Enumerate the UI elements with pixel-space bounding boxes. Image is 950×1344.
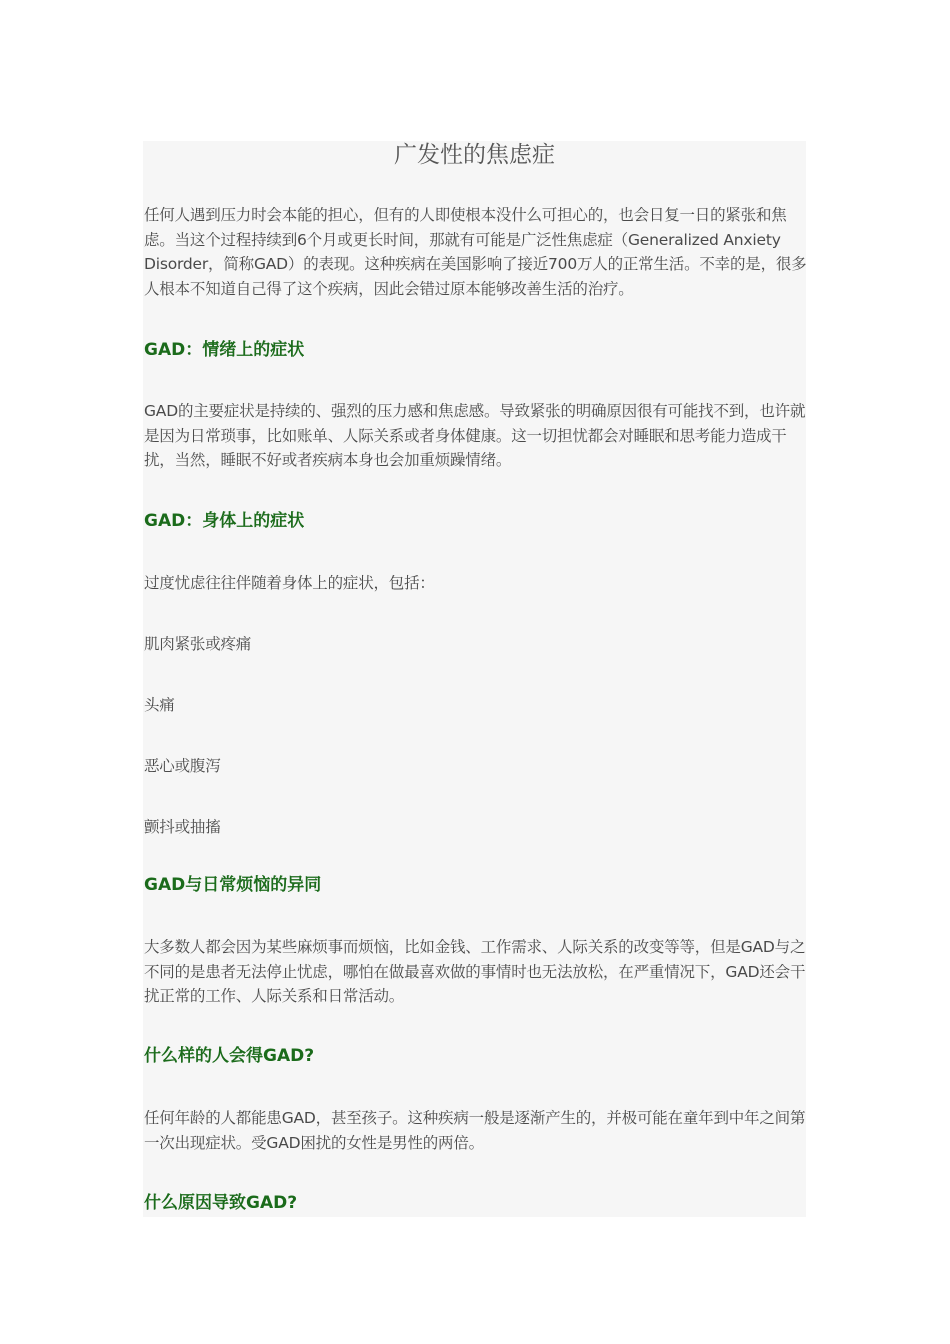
intro-paragraph: 任何人遇到压力时会本能的担心，但有的人即使根本没什么可担心的，也会日复一日的紧张和焦虑。当这个过程持续到6个月或更长时间，那就有可能是广泛性焦虑症（Generalized Anxiety Disorder，简称GAD）的表现。这种疾病在美国影响了接近700万人的正常生活。不幸的是，很多人根本不知道自己得了这个疾病，因此会错过原本能够改善生活的治疗。 xyxy=(144,206,807,298)
list-item: 肌肉紧张或疼痛 xyxy=(144,635,252,653)
section-body-gad-vs-worry: 大多数人都会因为某些麻烦事而烦恼，比如金钱、工作需求、人际关系的改变等等，但是GAD与之不同的是患者无法停止忧虑，哪怕在做最喜欢做的事情时也无法放松，在严重情况下，GAD还会干扰正常的工作、人际关系和日常活动。 xyxy=(144,938,806,1005)
section-body-physical-symptoms: 过度忧虑往往伴随着身体上的症状，包括： xyxy=(144,574,435,592)
document-page xyxy=(143,141,806,1217)
section-heading-who-gets-gad: 什么样的人会得GAD? xyxy=(144,1046,315,1066)
section-body-emotional-symptoms: GAD的主要症状是持续的、强烈的压力感和焦虑感。导致紧张的明确原因很有可能找不到，也许就是因为日常琐事，比如账单、人际关系或者身体健康。这一切担忧都会对睡眠和思考能力造成干扰，当然，睡眠不好或者疾病本身也会加重烦躁情绪。 xyxy=(144,402,806,469)
list-item: 颤抖或抽搐 xyxy=(144,818,221,836)
section-heading-causes-of-gad: 什么原因导致GAD? xyxy=(144,1193,298,1213)
list-item: 恶心或腹泻 xyxy=(144,757,221,775)
list-item: 头痛 xyxy=(144,696,175,714)
section-heading-emotional-symptoms: GAD：情绪上的症状 xyxy=(144,340,305,360)
section-heading-gad-vs-worry: GAD与日常烦恼的异同 xyxy=(144,875,322,895)
section-heading-physical-symptoms: GAD：身体上的症状 xyxy=(144,511,305,531)
document-title: 广发性的焦虑症 xyxy=(394,142,555,168)
section-body-who-gets-gad: 任何年龄的人都能患GAD，甚至孩子。这种疾病一般是逐渐产生的，并极可能在童年到中年之间第一次出现症状。受GAD困扰的女性是男性的两倍。 xyxy=(144,1109,806,1152)
